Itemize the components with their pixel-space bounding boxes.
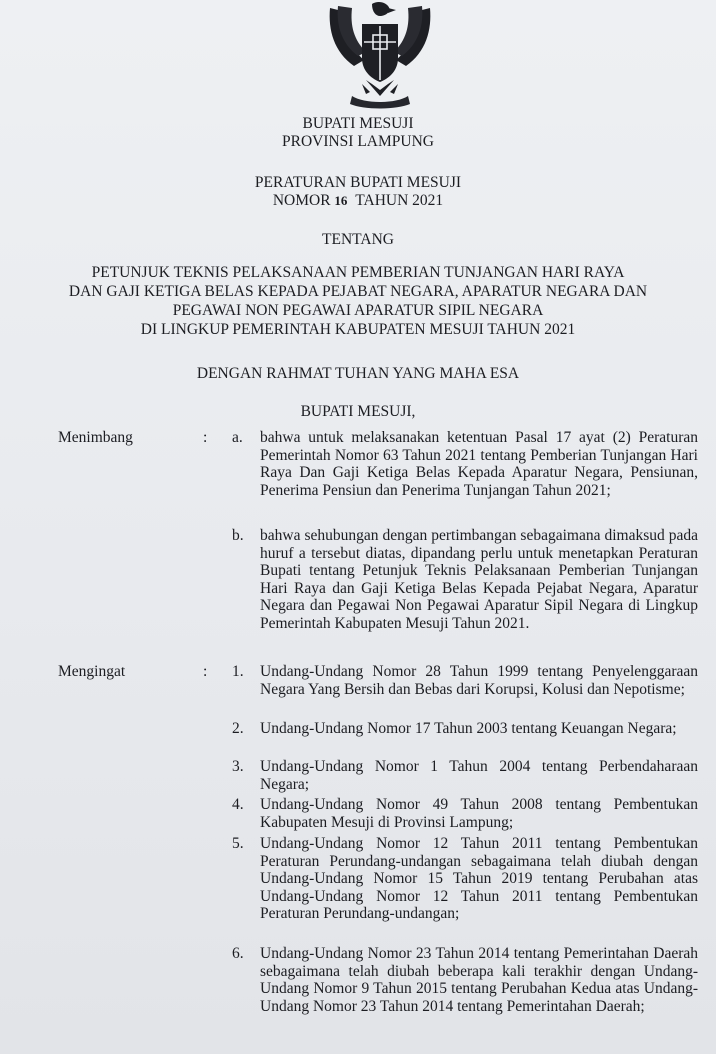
mengingat-marker-2: 2. [232, 720, 244, 737]
regent-heading: BUPATI MESUJI [302, 115, 414, 132]
mengingat-item-1: Undang-Undang Nomor 28 Tahun 1999 tentang Penyelenggaraan Negara Yang Bersih dan Bebas dari Korupsi, Kolusi dan Nepotisme; [260, 663, 698, 698]
number-prefix: NOMOR [272, 192, 331, 209]
mengingat-colon: : [203, 663, 208, 680]
mengingat-marker-4: 4. [232, 796, 244, 813]
subject-line-1: PETUNJUK TEKNIS PELAKSANAAN PEMBERIAN TUNJANGAN HARI RAYA [91, 264, 625, 281]
mengingat-marker-3: 3. [232, 758, 244, 775]
mengingat-marker-6: 6. [232, 945, 244, 962]
regulation-title: PERATURAN BUPATI MESUJI [254, 174, 462, 191]
subject-line-3: PEGAWAI NON PEGAWAI APARATUR SIPIL NEGARA [172, 302, 544, 319]
menimbang-item-a: bahwa untuk melaksanakan ketentuan Pasal 17 ayat (2) Peraturan Pemerintah Nomor 63 Tahun 2021 tentang Pemberian Tunjangan Hari Raya Dan Gaji Ketiga Belas Kepada Aparatur Negara, Pensiunan, Penerima Pensiun dan Penerima Tunjangan Tahun 2021; [260, 429, 698, 499]
garuda-emblem-icon [318, 0, 442, 112]
issuer-heading: BUPATI MESUJI, [300, 403, 416, 420]
mengingat-marker-1: 1. [232, 663, 244, 680]
mengingat-item-4: Undang-Undang Nomor 49 Tahun 2008 tentang Pembentukan Kabupaten Mesuji di Provinsi Lampung; [260, 796, 698, 831]
about-heading: TENTANG [322, 231, 394, 248]
menimbang-marker-a: a. [232, 429, 243, 446]
number-value: 16 [334, 193, 348, 208]
subject-line-2: DAN GAJI KETIGA BELAS KEPADA PEJABAT NEGARA, APARATUR NEGARA DAN [68, 283, 648, 300]
subject-line-4: DI LINGKUP PEMERINTAH KABUPATEN MESUJI TAHUN 2021 [140, 321, 576, 338]
menimbang-label: Menimbang [58, 429, 133, 446]
menimbang-marker-b: b. [232, 527, 244, 544]
menimbang-colon: : [203, 429, 208, 446]
province-heading: PROVINSI LAMPUNG [281, 133, 434, 150]
mengingat-item-6: Undang-Undang Nomor 23 Tahun 2014 tentang Pemerintahan Daerah sebagaimana telah diubah beberapa kali terakhir dengan Undang-Undang Nomor 9 Tahun 2015 tentang Perubahan Kedua atas Undang-Undang Nomor 23 Tahun 2014 tentang Pemerintahan Daerah; [260, 945, 698, 1015]
mengingat-label: Mengingat [58, 663, 126, 680]
menimbang-item-b: bahwa sehubungan dengan pertimbangan sebagaimana dimaksud pada huruf a tersebut diatas, dipandang perlu untuk menetapkan Peraturan Bupati tentang Petunjuk Teknis Pelaksanaan Pemberian Tunjangan Hari Raya dan Gaji Ketiga Belas Kepada Pejabat Negara, Aparatur Negara dan Pegawai Non Pegawai Aparatur Sipil Negara di Lingkup Pemerintah Kabupaten Mesuji Tahun 2021. [260, 527, 698, 632]
mengingat-marker-5: 5. [232, 835, 244, 852]
mengingat-item-5: Undang-Undang Nomor 12 Tahun 2011 tentang Pembentukan Peraturan Perundang-undangan sebagaimana telah diubah dengan Undang-Undang Nomor 15 Tahun 2019 tentang Perubahan atas Undang-Undang Nomor 12 Tahun 2011 tentang Pembentukan Peraturan Perundang-undangan; [260, 835, 698, 923]
regulation-number [0, 192, 716, 210]
mengingat-item-3: Undang-Undang Nomor 1 Tahun 2004 tentang Perbendaharaan Negara; [260, 758, 698, 793]
invocation: DENGAN RAHMAT TUHAN YANG MAHA ESA [196, 365, 520, 382]
mengingat-item-2: Undang-Undang Nomor 17 Tahun 2003 tentang Keuangan Negara; [260, 720, 677, 737]
number-year: TAHUN 2021 [355, 192, 444, 209]
